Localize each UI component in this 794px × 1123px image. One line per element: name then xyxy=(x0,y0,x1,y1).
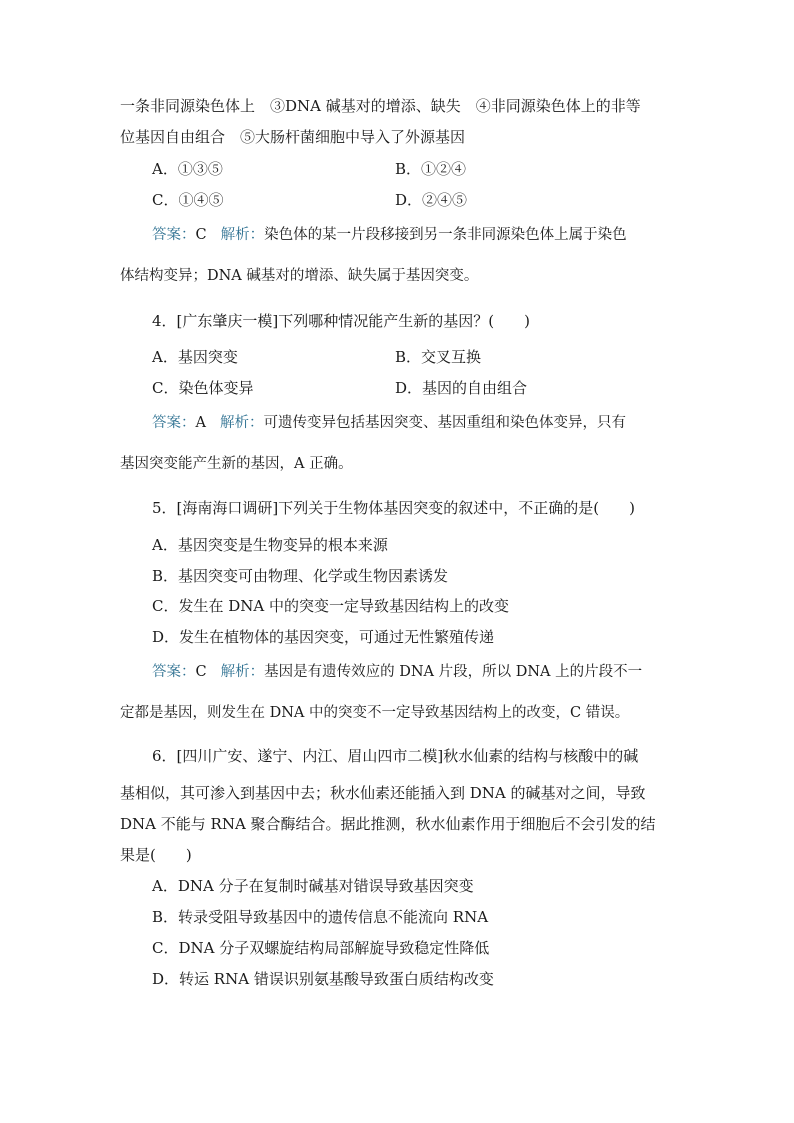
q5-option-c: C．发生在 DNA 中的突变一定导致基因结构上的改变 xyxy=(152,597,509,615)
q6-stem-line2: 基相似，其可渗入到基因中去；秋水仙素还能插入到 DNA 的碱基对之间，导致 xyxy=(120,784,646,802)
q4-option-d: D．基因的自由组合 xyxy=(395,379,528,397)
q5-analysis-text1: 基因是有遗传效应的 DNA 片段，所以 DNA 上的片段不一 xyxy=(264,664,643,680)
q4-answer-choice: A xyxy=(195,415,206,431)
q3-analysis-line2: 体结构变异；DNA 碱基对的增添、缺失属于基因突变。 xyxy=(120,268,479,284)
q4-answer-line1 xyxy=(152,413,626,433)
q6-option-b: B．转录受阻导致基因中的遗传信息不能流向 RNA xyxy=(152,908,489,926)
q4-stem: 4．[广东肇庆一模]下列哪种情况能产生新的基因？( ) xyxy=(152,312,530,330)
q5-answer-choice: C xyxy=(195,664,207,680)
q3-option-b: B．①②④ xyxy=(395,160,467,178)
q5-stem: 5．[海南海口调研]下列关于生物体基因突变的叙述中，不正确的是( ) xyxy=(152,499,635,517)
q5-answer-label: 答案： xyxy=(152,664,196,680)
q3-analysis-text1: 染色体的某一片段移接到另一条非同源染色体上属于染色 xyxy=(264,227,627,243)
q5-option-d: D．发生在植物体的基因突变，可通过无性繁殖传递 xyxy=(152,628,495,646)
q3-stem-line1: 一条非同源染色体上 ③DNA 碱基对的增添、缺失 ④非同源染色体上的非等 xyxy=(120,97,641,115)
q3-option-a: A．①③⑤ xyxy=(152,160,223,178)
q6-option-a: A．DNA 分子在复制时碱基对错误导致基因突变 xyxy=(152,877,474,895)
q4-option-c: C．染色体变异 xyxy=(152,379,254,397)
q6-option-c: C．DNA 分子双螺旋结构局部解旋导致稳定性降低 xyxy=(152,939,490,957)
q5-option-b: B．基因突变可由物理、化学或生物因素诱发 xyxy=(152,567,449,585)
q3-option-d: D．②④⑤ xyxy=(395,191,468,209)
q3-analysis-label: 解析： xyxy=(220,227,265,243)
q5-analysis-label: 解析： xyxy=(220,664,265,680)
q3-option-c: C．①④⑤ xyxy=(152,191,224,209)
q5-analysis-line2: 定都是基因，则发生在 DNA 中的突变不一定导致基因结构上的改变，C 错误。 xyxy=(120,705,630,721)
q3-stem-line2: 位基因自由组合 ⑤大肠杆菌细胞中导入了外源基因 xyxy=(120,128,466,146)
q4-answer-label: 答案： xyxy=(152,415,196,431)
q3-answer-label: 答案： xyxy=(152,227,196,243)
q3-answer-line1 xyxy=(152,225,627,245)
q3-answer-choice: C xyxy=(195,227,207,243)
q5-option-a: A．基因突变是生物变异的根本来源 xyxy=(152,536,388,554)
q6-stem-line4: 果是( ) xyxy=(120,846,192,864)
q4-analysis-line2: 基因突变能产生新的基因，A 正确。 xyxy=(120,456,353,472)
q6-stem-line1: 6．[四川广安、遂宁、内江、眉山四市二模]秋水仙素的结构与核酸中的碱 xyxy=(152,747,639,765)
q6-option-d: D．转运 RNA 错误识别氨基酸导致蛋白质结构改变 xyxy=(152,970,494,988)
q4-analysis-label: 解析： xyxy=(219,415,264,431)
q4-option-a: A．基因突变 xyxy=(152,348,238,366)
q5-answer-line1 xyxy=(152,662,642,682)
q4-analysis-text1: 可遗传变异包括基因突变、基因重组和染色体变异，只有 xyxy=(263,415,626,431)
q6-stem-line3: DNA 不能与 RNA 聚合酶结合。据此推测，秋水仙素作用于细胞后不会引发的结 xyxy=(120,815,656,833)
q4-option-b: B．交叉互换 xyxy=(395,348,482,366)
